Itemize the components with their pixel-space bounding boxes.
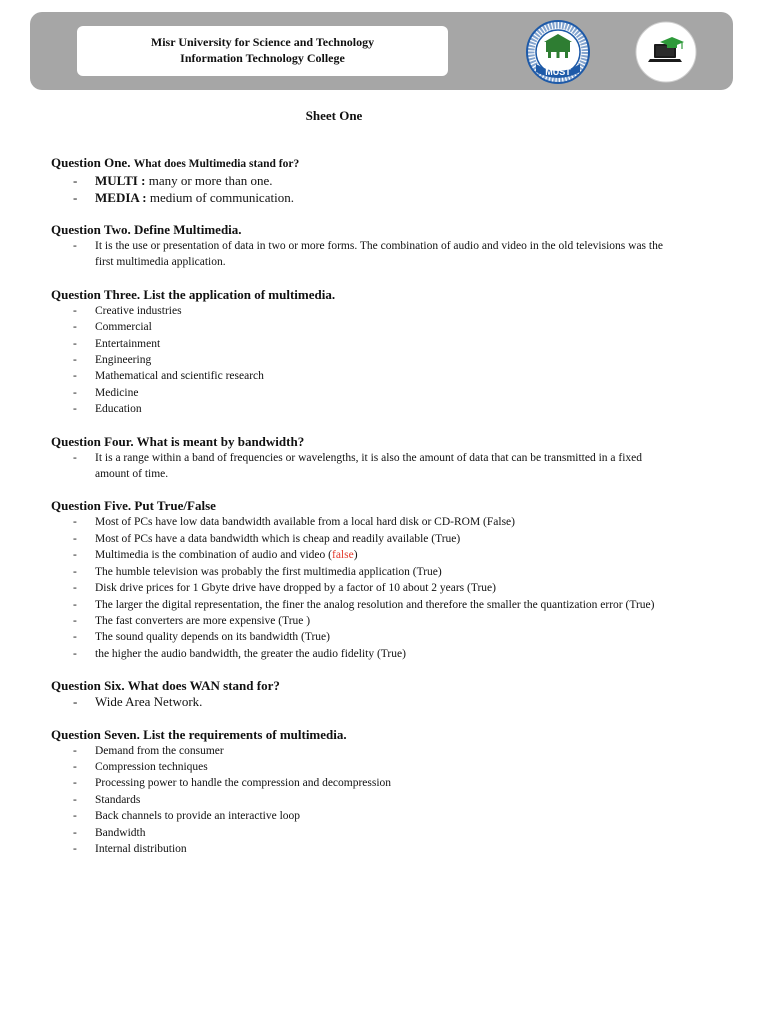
list-item: - Mathematical and scientific research	[51, 368, 671, 384]
list-item: - The fast converters are more expensive (True )	[51, 613, 671, 629]
question-three	[51, 286, 671, 418]
question-five	[51, 497, 671, 662]
question-two-heading: Question Two. Define Multimedia.	[51, 222, 242, 237]
list-item: - The sound quality depends on its bandwidth (True)	[51, 629, 671, 645]
list-item: - Creative industries	[51, 303, 671, 319]
list-item: - the higher the audio bandwidth, the greater the audio fidelity (True)	[51, 646, 671, 662]
list-item: - MEDIA : medium of communication.	[51, 190, 671, 207]
question-six	[51, 677, 671, 711]
list-item: - Demand from the consumer	[51, 743, 671, 759]
list-item: - Most of PCs have a data bandwidth which is cheap and readily available (True)	[51, 531, 671, 547]
question-two	[51, 221, 671, 271]
list-item: - Processing power to handle the compression and decompression	[51, 775, 671, 791]
question-one-heading: Question One. What does Multimedia stand for?	[51, 155, 300, 170]
list-item: - Most of PCs have low data bandwidth available from a local hard disk or CD-ROM (False)	[51, 514, 671, 530]
college-name: Information Technology College	[180, 51, 345, 65]
question-four	[51, 433, 671, 483]
graduation-laptop-icon	[634, 20, 698, 84]
list-item: - It is the use or presentation of data in two or more forms. The combination of audio and video in the old televisions was the first multimedia application.	[51, 238, 671, 271]
list-item: - Education	[51, 401, 671, 417]
question-seven-heading: Question Seven. List the requirements of multimedia.	[51, 726, 347, 742]
list-item: - Disk drive prices for 1 Gbyte drive have dropped by a factor of 10 about 2 years (True)	[51, 580, 671, 596]
list-item: - Multimedia is the combination of audio and video (false)	[51, 547, 671, 563]
seal-logo-text: MUST	[545, 67, 571, 77]
list-item: - Entertainment	[51, 336, 671, 352]
list-item: - Compression techniques	[51, 759, 671, 775]
list-item: - Internal distribution	[51, 841, 671, 857]
list-item: - The larger the digital representation, the finer the analog resolution and therefore the smaller the quantization error (True)	[51, 597, 671, 613]
list-item: - The humble television was probably the first multimedia application (True)	[51, 564, 671, 580]
list-item: - Engineering	[51, 352, 671, 368]
list-item: - Wide Area Network.	[51, 694, 671, 711]
false-answer-highlight: false	[331, 549, 354, 562]
header-banner	[30, 12, 733, 90]
list-item: - MULTI : many or more than one.	[51, 173, 671, 190]
list-item: - Commercial	[51, 319, 671, 335]
question-four-heading: Question Four. What is meant by bandwidth?	[51, 433, 305, 449]
question-three-heading: Question Three. List the application of multimedia.	[51, 286, 336, 302]
sheet-title: Sheet One	[305, 108, 363, 123]
list-item: - Back channels to provide an interactive loop	[51, 808, 671, 824]
university-seal-logo	[526, 20, 590, 84]
list-item: - Bandwidth	[51, 825, 671, 841]
list-item: - Medicine	[51, 385, 671, 401]
university-name: Misr University for Science and Technology	[150, 35, 375, 49]
list-item: - Standards	[51, 792, 671, 808]
question-seven	[51, 726, 671, 858]
question-one	[51, 154, 671, 206]
institution-title-box	[77, 26, 448, 76]
document-body	[51, 154, 671, 872]
question-five-heading: Question Five. Put True/False	[51, 498, 216, 514]
list-item: - It is a range within a band of frequencies or wavelengths, it is also the amount of data that can be transmitted in a fixed amount of time.	[51, 450, 671, 483]
question-six-heading: Question Six. What does WAN stand for?	[51, 678, 280, 694]
